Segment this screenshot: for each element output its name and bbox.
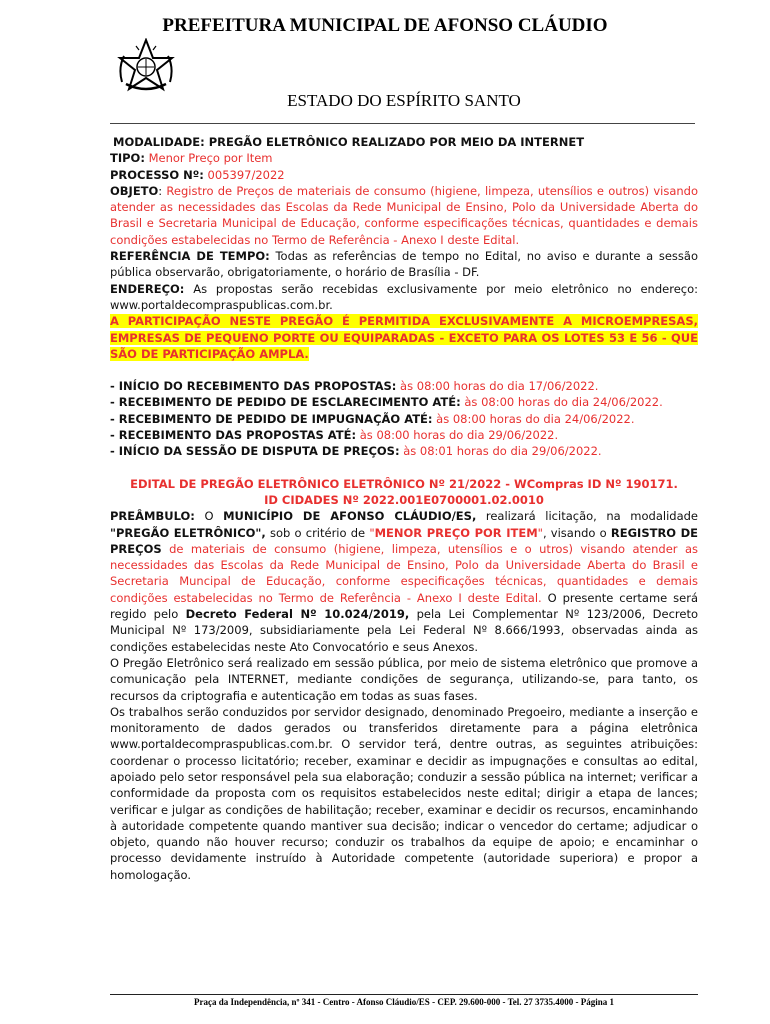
header-divider: [110, 123, 695, 124]
preambulo-quote: ": [537, 525, 543, 540]
endereco-value: As propostas serão recebidas exclusivamente por meio eletrônico no endereço: www.portaldecompraspublicas.com.br.: [110, 281, 698, 312]
processo-value: 005397/2022: [203, 167, 285, 182]
objeto-colon: :: [158, 183, 167, 198]
objeto-value: Registro de Preços de materiais de consumo (higiene, limpeza, utensílios e outros) visando atender as necessidades das Escolas da Rede Municipal de Ensino, Polo da Universidade Aberta do Brasil e Secretaria Municipal de Educação, conforme especificações técnicas, quantidades e demais condições estabelecidas no Termo de Referência - Anexo I deste Edital.: [110, 183, 698, 247]
municipal-crest-icon: [116, 38, 176, 94]
schedule-item: [110, 378, 698, 394]
preambulo-quote: ": [369, 525, 375, 540]
schedule-value: às 08:00 horas do dia 17/06/2022.: [396, 379, 599, 394]
participation-notice-text: A PARTICIPAÇÃO NESTE PREGÃO É PERMITIDA EXCLUSIVAMENTE A MICROEMPRESAS, EMPRESAS DE PEQUENO PORTE OU EQUIPARADAS - EXCETO PARA OS LOTES 53 E 56 - QUE SÃO DE PARTICIPAÇÃO AMPLA.: [110, 314, 698, 361]
referencia-label: REFERÊNCIA DE TEMPO:: [110, 249, 270, 264]
endereco-line: [110, 281, 698, 314]
preambulo-text: , visando o: [542, 525, 611, 540]
schedule-label: - INÍCIO DO RECEBIMENTO DAS PROPOSTAS:: [110, 379, 397, 394]
objeto-line: [110, 183, 698, 248]
modalidade-line: MODALIDADE: PREGÃO ELETRÔNICO REALIZADO POR MEIO DA INTERNET: [113, 135, 585, 149]
schedule-label: - RECEBIMENTO DE PEDIDO DE IMPUGNAÇÃO ATÉ:: [110, 411, 433, 426]
schedule-label: - RECEBIMENTO DE PEDIDO DE ESCLARECIMENTO ATÉ:: [110, 395, 461, 410]
edital-reference: [110, 476, 698, 509]
tipo-value: Menor Preço por Item: [144, 151, 273, 166]
pregao-paragraph: O Pregão Eletrônico será realizado em sessão pública, por meio de sistema eletrônico que promove a comunicação pela INTERNET, mediante condições de segurança, utilizando-se, para tanto, os recursos da criptografia e autenticação em todas as suas fases.: [110, 655, 698, 703]
schedule-item: [110, 411, 698, 427]
edital-cidades-id: ID CIDADES Nº 2022.001E0700001.02.0010: [264, 492, 544, 507]
schedule-value: às 08:01 horas do dia 29/06/2022.: [399, 444, 602, 459]
preambulo-paragraph: [110, 508, 698, 655]
schedule-label: - INÍCIO DA SESSÃO DE DISPUTA DE PREÇOS:: [110, 444, 400, 459]
preambulo-text: realizará licitação, na modalidade: [476, 509, 698, 524]
referencia-line: [110, 248, 698, 281]
preambulo-label: PREÂMBULO:: [110, 509, 195, 524]
schedule-item: [110, 443, 698, 459]
footer-divider: [110, 994, 698, 995]
tipo-label: TIPO:: [110, 151, 145, 166]
page-title: PREFEITURA MUNICIPAL DE AFONSO CLÁUDIO: [162, 15, 608, 36]
preambulo-objeto: de materiais de consumo (higiene, limpeza, utensílios e o utros) visando atender as necessidades das Escolas da Rede Municipal de Ensino, Polo da Universidade Aberta do Brasil e Secretaria Muncipal de Educação, conforme especificações técnicas, quantidades e demais condições estabelecidas no Termo de Referência - Anexo I deste Edital.: [110, 541, 698, 605]
schedule-item: [110, 427, 698, 443]
participation-notice: [110, 313, 698, 362]
preambulo-text: sob o critério de: [265, 525, 370, 540]
referencia-value: Todas as referências de tempo no Edital, no aviso e durante a sessão pública observarão, obrigatoriamente, o horário de Brasília - DF.: [110, 249, 698, 280]
preambulo-municipio: MUNICÍPIO DE AFONSO CLÁUDIO/ES,: [223, 509, 477, 524]
preambulo-text: pela Lei Complementar Nº 123/2006, Decreto Municipal Nº 173/2009, subsidiariamente pela Lei Federal Nº 8.666/1993, observadas ainda as condições estabelecidas neste Ato Convocatório e seus Anexos.: [110, 607, 698, 654]
preambulo-decreto: Decreto Federal Nº 10.024/2019,: [185, 607, 410, 622]
schedule-item: [110, 394, 698, 410]
preambulo-registro: REGISTRO DE PREÇOS: [110, 525, 699, 556]
document-body: [110, 134, 698, 883]
schedule-value: às 08:00 horas do dia 24/06/2022.: [432, 411, 635, 426]
schedule-list: [110, 378, 698, 459]
preambulo-text: O: [194, 509, 224, 524]
objeto-label: OBJETO: [110, 183, 159, 198]
edital-number: EDITAL DE PREGÃO ELETRÔNICO ELETRÔNICO Nº 21/2022 - WCompras ID Nº 190171.: [130, 476, 678, 491]
preambulo-modalidade: "PREGÃO ELETRÔNICO",: [110, 525, 266, 540]
processo-label: PROCESSO Nº:: [110, 167, 204, 182]
state-title: ESTADO DO ESPÍRITO SANTO: [287, 91, 521, 110]
trabalhos-paragraph: Os trabalhos serão conduzidos por servidor designado, denominado Pregoeiro, mediante a inserção e monitoramento de dados gerados ou transferidos diretamente para a página eletrônica www.portaldecompraspublicas.com.br. O servidor terá, dentre outras, as seguintes atribuições: coordenar o processo licitatório; receber, examinar e decidir as impugnações e consultas ao edital, apoiado pelo setor responsável pela sua elaboração; conduzir a sessão pública na internet; verificar a conformidade da proposta com os requisitos estabelecidos neste edital; dirigir a etapa de lances; verificar e julgar as condições de habilitação; receber, examinar e decidir os recursos, encaminhando à autoridade competente quando mantiver sua decisão; indicar o vencedor do certame; adjudicar o objeto, quando não houver recurso; conduzir os trabalhos da equipe de apoio; e encaminhar o processo devidamente instruído à Autoridade competente (autoridade superiora) e propor a homologação.: [110, 704, 698, 882]
processo-line: [110, 167, 698, 183]
preambulo-criterio: MENOR PREÇO POR ITEM: [374, 525, 538, 540]
tipo-line: [110, 150, 698, 166]
schedule-value: às 08:00 horas do dia 29/06/2022.: [356, 428, 559, 443]
preambulo-text: O presente certame será regido pelo: [110, 590, 699, 622]
endereco-label: ENDEREÇO:: [110, 281, 185, 296]
schedule-label: - RECEBIMENTO DAS PROPOSTAS ATÉ:: [110, 428, 357, 443]
page-footer: Praça da Independência, nº 341 - Centro - Afonso Cláudio/ES - CEP. 29.600-000 - Tel. 27 3735.4000 - Página 1: [193, 997, 614, 1007]
schedule-value: às 08:00 horas do dia 24/06/2022.: [460, 395, 663, 410]
